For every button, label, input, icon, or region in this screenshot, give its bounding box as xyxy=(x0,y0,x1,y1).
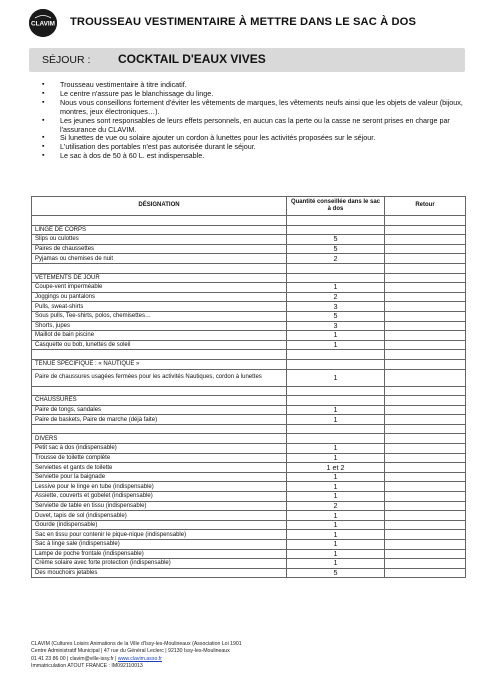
item-retour[interactable] xyxy=(385,501,466,511)
table-row xyxy=(32,350,466,360)
item-retour[interactable] xyxy=(385,216,466,226)
note-item: ▪ Trousseau vestimentaire à titre indicatif. xyxy=(32,81,472,90)
note-item: ▪ Nous vous conseillons fortement d'éviter les vêtements de marques, les vêtements neufs ainsi que les objets de valeur (bijoux, montres, jeux électroniques…). xyxy=(32,99,472,117)
item-designation xyxy=(32,424,287,434)
table-row xyxy=(32,501,466,511)
item-designation: Serviettes et gants de toilette xyxy=(32,463,287,473)
footer-contact: 01 41 23 86 00 | clavim@ville-issy.fr | xyxy=(31,655,118,662)
note-item: ▪ Les jeunes sont responsables de leurs effets personnels, en aucun cas la perte ou la casse ne seront prises en charge par l'assurance du CLAVIM. xyxy=(32,117,472,135)
item-quantity: 1 xyxy=(287,340,385,350)
item-designation: Crème solaire avec forte protection (indispensable) xyxy=(32,559,287,569)
item-designation: Trousse de toilette complète xyxy=(32,453,287,463)
item-quantity: 1 xyxy=(287,549,385,559)
item-retour[interactable] xyxy=(385,386,466,396)
item-retour[interactable] xyxy=(385,263,466,273)
item-quantity xyxy=(287,350,385,360)
item-quantity: 5 xyxy=(287,235,385,245)
trousseau-table xyxy=(31,196,466,578)
item-retour[interactable] xyxy=(385,540,466,550)
item-quantity: 1 xyxy=(287,482,385,492)
table-row xyxy=(32,369,466,386)
item-designation: Slips ou culottes xyxy=(32,235,287,245)
item-quantity: 1 xyxy=(287,492,385,502)
item-designation: Pyjamas ou chemises de nuit xyxy=(32,254,287,264)
item-designation: LINGE DE CORPS xyxy=(32,225,287,235)
item-retour[interactable] xyxy=(385,331,466,341)
item-quantity: 1 xyxy=(287,331,385,341)
item-retour[interactable] xyxy=(385,492,466,502)
footer-line-4: Immatriculation ATOUT FRANCE : IM092110013 xyxy=(31,663,143,670)
table-row xyxy=(32,254,466,264)
svg-text:CLAVIM: CLAVIM xyxy=(30,20,56,28)
item-designation: Gourde (indispensable) xyxy=(32,520,287,530)
table-row xyxy=(32,434,466,444)
item-designation xyxy=(32,263,287,273)
notes-list xyxy=(32,81,472,161)
table-row xyxy=(32,311,466,321)
item-retour[interactable] xyxy=(385,340,466,350)
note-item: ▪ Le centre n'assure pas le blanchissage du linge. xyxy=(32,90,472,99)
item-quantity: 1 xyxy=(287,415,385,425)
note-item: ▪ L'utilisation des portables n'est pas autorisée durant le séjour. xyxy=(32,143,472,152)
table-row xyxy=(32,273,466,283)
item-designation: Sous pulls, Tee-shirts, polos, chemisettes… xyxy=(32,311,287,321)
item-designation: Pulls, sweat-shirts xyxy=(32,302,287,312)
item-designation: Lessive pour le linge en tube (indispensable) xyxy=(32,482,287,492)
note-item: ▪ Si lunettes de vue ou solaire ajouter un cordon à lunettes pour les activités proposées sur le séjour. xyxy=(32,134,472,143)
table-row xyxy=(32,386,466,396)
item-designation: Sac à linge sale (indispensable) xyxy=(32,540,287,550)
item-retour[interactable] xyxy=(385,530,466,540)
item-retour[interactable] xyxy=(385,405,466,415)
table-row xyxy=(32,472,466,482)
item-retour[interactable] xyxy=(385,235,466,245)
item-quantity: 2 xyxy=(287,501,385,511)
item-designation: Serviette de table en tissu (indispensable) xyxy=(32,501,287,511)
table-row xyxy=(32,359,466,369)
table-row xyxy=(32,511,466,521)
footer-line-2: Centre Administratif Municipal | 47 rue du Général Leclerc | 92130 Issy-les-Moulineaux xyxy=(31,648,230,655)
item-quantity: 5 xyxy=(287,244,385,254)
item-quantity: 1 xyxy=(287,472,385,482)
footer-line-1: CLAVIM (Cultures Loisirs Animations de la Ville d'Issy-les-Moulineaux (Association Loi 1901 xyxy=(31,641,242,647)
table-row xyxy=(32,405,466,415)
item-quantity: 5 xyxy=(287,311,385,321)
table-row xyxy=(32,396,466,406)
item-quantity: 1 xyxy=(287,444,385,454)
item-retour[interactable] xyxy=(385,520,466,530)
website-link[interactable]: www.clavim.asso.fr xyxy=(117,655,162,662)
item-retour[interactable] xyxy=(385,311,466,321)
item-quantity: 1 xyxy=(287,559,385,569)
table-row xyxy=(32,263,466,273)
item-designation: CHAUSSURES xyxy=(32,396,287,406)
item-quantity: 1 xyxy=(287,369,385,386)
item-quantity xyxy=(287,359,385,369)
table-header-row xyxy=(32,197,466,216)
item-designation: Paire de baskets, Paire de marche (déjà faite) xyxy=(32,415,287,425)
item-designation xyxy=(32,350,287,360)
item-quantity: 1 xyxy=(287,540,385,550)
item-designation: VÊTEMENTS DE JOUR xyxy=(32,273,287,283)
item-designation: TENUE SPÉCIFIQUE : « NAUTIQUE » xyxy=(32,359,287,369)
clavim-logo xyxy=(29,9,57,37)
item-quantity xyxy=(287,396,385,406)
table-row xyxy=(32,492,466,502)
item-quantity: 5 xyxy=(287,568,385,578)
table-row xyxy=(32,463,466,473)
item-retour[interactable] xyxy=(385,559,466,569)
item-retour[interactable] xyxy=(385,283,466,293)
item-retour[interactable] xyxy=(385,472,466,482)
item-retour[interactable] xyxy=(385,273,466,283)
item-retour[interactable] xyxy=(385,482,466,492)
item-designation: Assiette, couverts et gobelet (indispensable) xyxy=(32,492,287,502)
item-quantity: 3 xyxy=(287,302,385,312)
table-row xyxy=(32,559,466,569)
table-row xyxy=(32,568,466,578)
item-quantity: 1 xyxy=(287,530,385,540)
item-retour[interactable] xyxy=(385,549,466,559)
item-designation: Coupe-vent imperméable xyxy=(32,283,287,293)
item-quantity: 2 xyxy=(287,292,385,302)
item-designation: Lampe de poche frontale (indispensable) xyxy=(32,549,287,559)
header-retour: Retour xyxy=(385,197,466,216)
item-quantity xyxy=(287,263,385,273)
item-retour[interactable] xyxy=(385,453,466,463)
item-retour[interactable] xyxy=(385,292,466,302)
footer xyxy=(31,641,242,671)
item-retour[interactable] xyxy=(385,424,466,434)
note-item: ▪ Le sac à dos de 50 à 60 L. est indispensable. xyxy=(32,152,472,161)
table-row xyxy=(32,292,466,302)
item-quantity: 1 et 2 xyxy=(287,463,385,473)
header-designation: DÉSIGNATION xyxy=(32,197,287,216)
item-retour[interactable] xyxy=(385,444,466,454)
table-row xyxy=(32,530,466,540)
item-designation: Des mouchoirs jetables xyxy=(32,568,287,578)
item-retour[interactable] xyxy=(385,225,466,235)
table-row xyxy=(32,520,466,530)
item-quantity xyxy=(287,434,385,444)
table-row xyxy=(32,244,466,254)
item-retour[interactable] xyxy=(385,302,466,312)
item-designation: Serviette pour la baignade xyxy=(32,472,287,482)
table-row xyxy=(32,225,466,235)
item-quantity xyxy=(287,273,385,283)
item-designation: Casquette ou bob, lunettes de soleil xyxy=(32,340,287,350)
sejour-label: SÉJOUR : xyxy=(42,54,91,66)
item-retour[interactable] xyxy=(385,350,466,360)
table-row xyxy=(32,216,466,226)
item-designation: Duvet, tapis de sol (indispensable) xyxy=(32,511,287,521)
clavim-logo-mark xyxy=(29,9,57,37)
item-designation xyxy=(32,386,287,396)
item-retour[interactable] xyxy=(385,511,466,521)
item-retour[interactable] xyxy=(385,321,466,331)
table-row xyxy=(32,283,466,293)
item-retour[interactable] xyxy=(385,415,466,425)
table-row xyxy=(32,415,466,425)
item-designation: Maillot de bain piscine xyxy=(32,331,287,341)
item-quantity: 2 xyxy=(287,254,385,264)
item-quantity: 1 xyxy=(287,283,385,293)
item-quantity: 1 xyxy=(287,405,385,415)
item-quantity: 1 xyxy=(287,453,385,463)
item-retour[interactable] xyxy=(385,396,466,406)
item-quantity xyxy=(287,216,385,226)
item-quantity: 1 xyxy=(287,511,385,521)
table-row xyxy=(32,302,466,312)
page-title: TROUSSEAU VESTIMENTAIRE À METTRE DANS LE SAC À DOS xyxy=(70,16,417,28)
item-retour[interactable] xyxy=(385,254,466,264)
item-retour[interactable] xyxy=(385,359,466,369)
item-retour[interactable] xyxy=(385,568,466,578)
table-row xyxy=(32,235,466,245)
item-retour[interactable] xyxy=(385,244,466,254)
item-quantity xyxy=(287,424,385,434)
item-quantity: 1 xyxy=(287,520,385,530)
table-row xyxy=(32,340,466,350)
item-quantity xyxy=(287,386,385,396)
header-quantity: Quantité conseillée dans le sac à dos xyxy=(287,197,385,216)
item-quantity xyxy=(287,225,385,235)
item-designation: Paire de chaussures usagées fermées pour les activités Nautiques, cordon à lunettes xyxy=(32,369,287,386)
item-designation: Petit sac à dos (indispensable) xyxy=(32,444,287,454)
item-designation: Joggings ou pantalons xyxy=(32,292,287,302)
item-retour[interactable] xyxy=(385,463,466,473)
item-designation xyxy=(32,216,287,226)
table-row xyxy=(32,321,466,331)
table-row xyxy=(32,453,466,463)
item-designation: Paires de chaussettes xyxy=(32,244,287,254)
item-designation: Sac en tissu pour contenir le pique-nique (indispensable) xyxy=(32,530,287,540)
footer-line-3 xyxy=(31,656,242,663)
item-retour[interactable] xyxy=(385,369,466,386)
table-row xyxy=(32,549,466,559)
item-designation: Paire de tongs, sandales xyxy=(32,405,287,415)
item-designation: DIVERS xyxy=(32,434,287,444)
table-row xyxy=(32,444,466,454)
table-row xyxy=(32,482,466,492)
table-row xyxy=(32,540,466,550)
table-row xyxy=(32,331,466,341)
sejour-name: COCKTAIL D'EAUX VIVES xyxy=(118,52,266,66)
item-designation: Shorts, jupes xyxy=(32,321,287,331)
item-retour[interactable] xyxy=(385,434,466,444)
table-row xyxy=(32,424,466,434)
item-quantity: 3 xyxy=(287,321,385,331)
